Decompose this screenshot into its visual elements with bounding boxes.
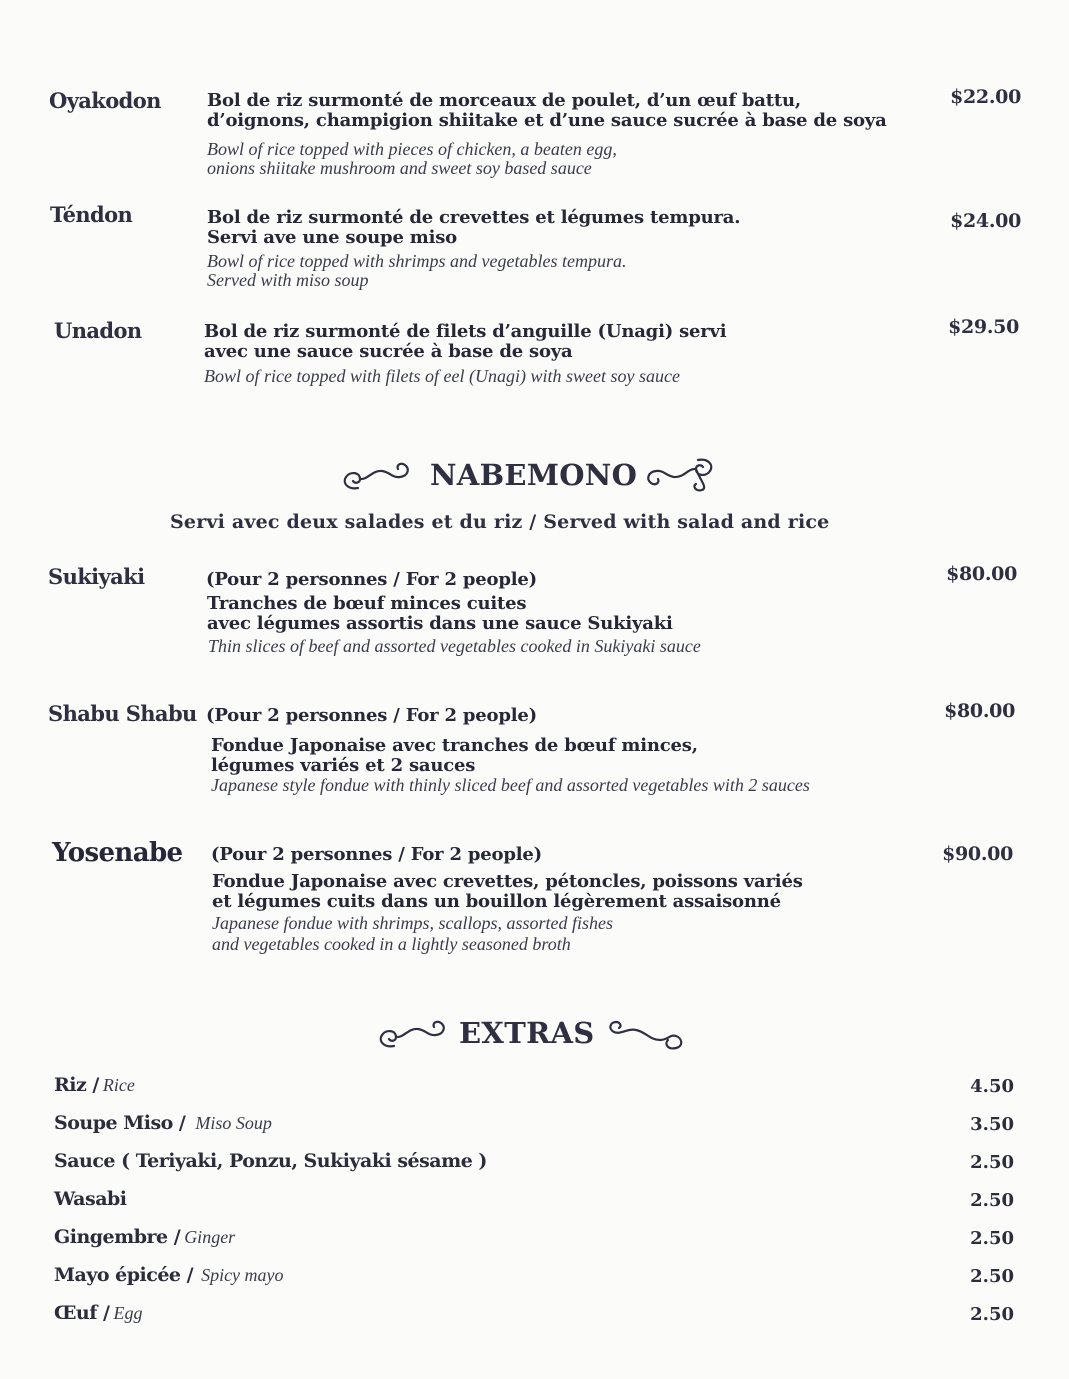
item-description-en <box>208 637 701 656</box>
item-description-en <box>211 776 810 795</box>
item-description-fr <box>207 208 740 248</box>
item-description-en <box>204 367 680 386</box>
section-subtitle-nabemono: Servi avec deux salades et du riz / Served with salad and rice <box>170 511 830 533</box>
fr-line: Fondue Japonaise avec crevettes, pétoncles, poissons variés <box>212 871 803 892</box>
item-name: Shabu Shabu <box>48 701 197 726</box>
flourish-right-icon <box>606 1014 686 1054</box>
extra-price: 2.50 <box>970 1304 1014 1325</box>
en-line: onions shiitake mushroom and sweet soy based sauce <box>207 158 592 178</box>
extra-item-wasabi <box>54 1188 1014 1218</box>
fr-line: avec une sauce sucrée à base de soya <box>204 341 573 362</box>
item-serving: (Pour 2 personnes / For 2 people) <box>206 705 537 726</box>
item-price: $90.00 <box>942 843 1013 865</box>
item-description-en <box>207 140 617 178</box>
extra-price: 2.50 <box>970 1152 1014 1173</box>
extra-item-egg <box>54 1302 1014 1332</box>
flourish-left-icon <box>338 456 414 496</box>
section-title-nabemono: NABEMONO <box>430 458 638 492</box>
en-line: Bowl of rice topped with shrimps and vegetables tempura. <box>207 251 627 271</box>
extra-name-fr: Œuf / <box>54 1302 110 1324</box>
extra-item-rice <box>54 1074 1014 1104</box>
extra-price: 2.50 <box>970 1266 1014 1287</box>
item-name: Unadon <box>54 318 142 343</box>
item-price: $24.00 <box>950 210 1021 232</box>
item-description-en <box>207 252 626 290</box>
en-line: and vegetables cooked in a lightly seasoned broth <box>212 934 571 954</box>
flourish-right-icon <box>642 456 718 496</box>
extra-item-spicy-mayo <box>54 1264 1014 1294</box>
fr-line: Bol de riz surmonté de crevettes et légumes tempura. <box>207 207 741 228</box>
extra-item-sauce <box>54 1150 1014 1180</box>
fr-line: et légumes cuits dans un bouillon légèrement assaisonné <box>212 891 781 912</box>
en-line: Japanese style fondue with thinly sliced beef and assorted vegetables with 2 sauces <box>211 775 810 795</box>
fr-line: Bol de riz surmonté de morceaux de poulet, d’un œuf battu, <box>207 90 801 111</box>
item-description-fr <box>207 594 673 634</box>
fr-line: Fondue Japonaise avec tranches de bœuf minces, <box>211 735 698 756</box>
en-line: Japanese fondue with shrimps, scallops, assorted fishes <box>212 913 613 933</box>
fr-line: Servi ave une soupe miso <box>207 227 457 248</box>
item-name: Yosenabe <box>52 838 183 868</box>
fr-line: avec légumes assortis dans une sauce Sukiyaki <box>207 613 673 634</box>
extra-name-fr: Soupe Miso / <box>54 1112 186 1134</box>
item-name: Téndon <box>50 202 133 227</box>
extra-item-ginger <box>54 1226 1014 1256</box>
item-name: Sukiyaki <box>48 564 145 589</box>
item-price: $80.00 <box>946 563 1017 585</box>
extra-name-en: Ginger <box>184 1227 236 1247</box>
section-title-extras: EXTRAS <box>459 1016 595 1050</box>
item-serving: (Pour 2 personnes / For 2 people) <box>206 569 537 590</box>
item-serving: (Pour 2 personnes / For 2 people) <box>211 844 542 865</box>
extra-price: 2.50 <box>970 1228 1014 1249</box>
extra-price: 4.50 <box>970 1076 1014 1097</box>
extra-name-en: Egg <box>113 1303 143 1323</box>
extra-price: 3.50 <box>970 1114 1014 1135</box>
item-price: $29.50 <box>948 316 1019 338</box>
extra-item-miso-soup <box>54 1112 1014 1142</box>
item-price: $80.00 <box>944 700 1015 722</box>
extra-name-fr: Wasabi <box>54 1188 127 1210</box>
en-line: Bowl of rice topped with pieces of chicken, a beaten egg, <box>207 139 617 159</box>
en-line: Thin slices of beef and assorted vegetables cooked in Sukiyaki sauce <box>208 636 701 656</box>
item-name: Oyakodon <box>49 88 161 113</box>
fr-line: Tranches de bœuf minces cuites <box>207 593 527 614</box>
extra-price: 2.50 <box>970 1190 1014 1211</box>
flourish-left-icon <box>374 1014 450 1054</box>
extra-name-fr: Riz / <box>54 1074 99 1096</box>
en-line: Served with miso soup <box>207 270 369 290</box>
item-description-en <box>212 914 613 954</box>
extra-name-fr: Gingembre / <box>54 1226 181 1248</box>
item-description-fr <box>212 872 803 912</box>
fr-line: d’oignons, champigion shiitake et d’une sauce sucrée à base de soya <box>207 110 887 131</box>
item-description-fr <box>204 322 726 362</box>
item-description-fr <box>211 736 698 776</box>
fr-line: Bol de riz surmonté de filets d’anguille (Unagi) servi <box>204 321 727 342</box>
item-price: $22.00 <box>950 86 1021 108</box>
extra-name-fr: Mayo épicée / <box>54 1264 194 1286</box>
fr-line: légumes variés et 2 sauces <box>211 755 476 776</box>
item-description-fr <box>207 91 887 131</box>
extra-name-fr: Sauce ( Teriyaki, Ponzu, Sukiyaki sésame ) <box>54 1150 487 1172</box>
extra-name-en: Spicy mayo <box>201 1265 284 1285</box>
extra-name-en: Miso Soup <box>195 1113 272 1133</box>
extra-name-en: Rice <box>102 1075 135 1095</box>
en-line: Bowl of rice topped with filets of eel (Unagi) with sweet soy sauce <box>204 366 680 386</box>
